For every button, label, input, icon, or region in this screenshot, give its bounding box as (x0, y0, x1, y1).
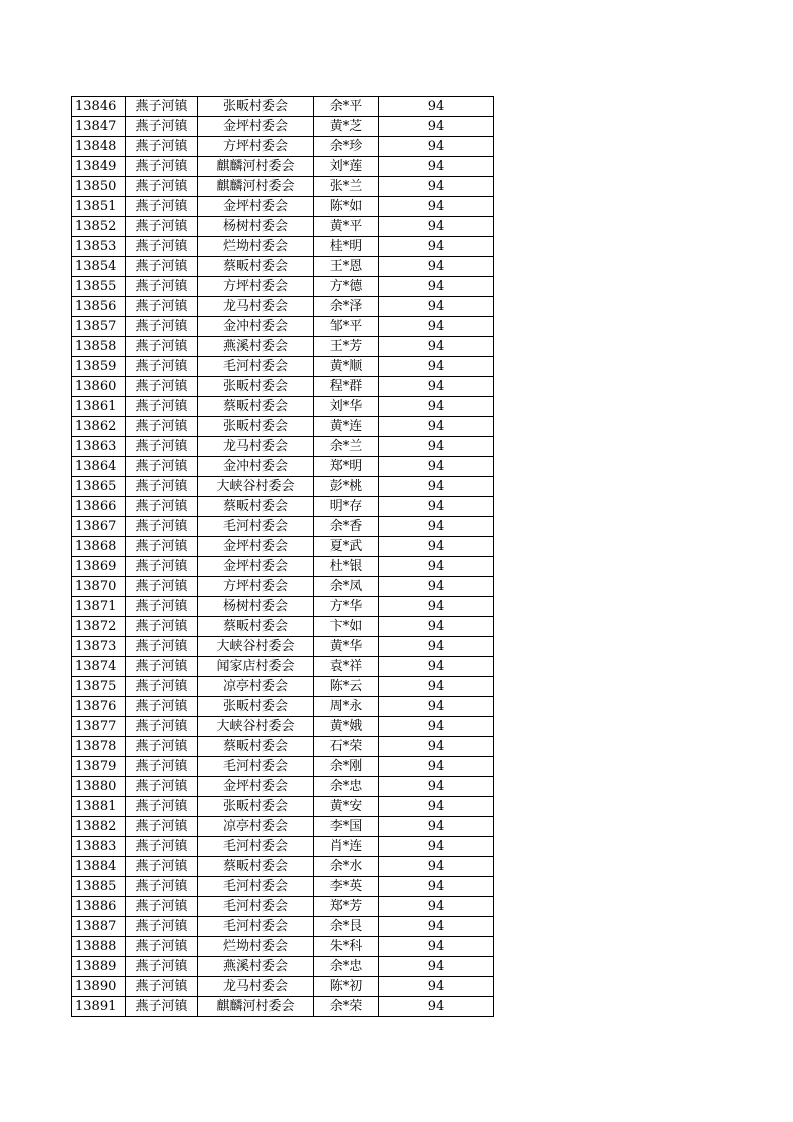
cell-town: 燕子河镇 (126, 177, 198, 197)
cell-person-name: 李*英 (314, 877, 379, 897)
cell-score: 94 (379, 617, 494, 637)
table-row (72, 157, 494, 177)
cell-record-number: 13861 (72, 397, 126, 417)
table-row (72, 417, 494, 437)
cell-town: 燕子河镇 (126, 697, 198, 717)
cell-record-number: 13869 (72, 557, 126, 577)
cell-record-number: 13862 (72, 417, 126, 437)
cell-record-number: 13883 (72, 837, 126, 857)
cell-town: 燕子河镇 (126, 977, 198, 997)
cell-record-number: 13881 (72, 797, 126, 817)
cell-person-name: 王*芳 (314, 337, 379, 357)
cell-town: 燕子河镇 (126, 517, 198, 537)
cell-town: 燕子河镇 (126, 537, 198, 557)
cell-town: 燕子河镇 (126, 237, 198, 257)
cell-person-name: 余*泽 (314, 297, 379, 317)
cell-person-name: 明*存 (314, 497, 379, 517)
cell-record-number: 13870 (72, 577, 126, 597)
cell-record-number: 13846 (72, 97, 126, 117)
cell-score: 94 (379, 397, 494, 417)
cell-person-name: 余*荣 (314, 997, 379, 1017)
cell-score: 94 (379, 237, 494, 257)
cell-town: 燕子河镇 (126, 917, 198, 937)
cell-record-number: 13877 (72, 717, 126, 737)
table-row (72, 717, 494, 737)
cell-village-committee: 金冲村委会 (198, 317, 314, 337)
cell-record-number: 13875 (72, 677, 126, 697)
cell-village-committee: 金坪村委会 (198, 537, 314, 557)
cell-town: 燕子河镇 (126, 657, 198, 677)
cell-village-committee: 毛河村委会 (198, 517, 314, 537)
table-row (72, 357, 494, 377)
cell-person-name: 黄*连 (314, 417, 379, 437)
cell-score: 94 (379, 997, 494, 1017)
table-row (72, 577, 494, 597)
cell-village-committee: 毛河村委会 (198, 357, 314, 377)
cell-village-committee: 金坪村委会 (198, 557, 314, 577)
cell-person-name: 黄*安 (314, 797, 379, 817)
cell-record-number: 13888 (72, 937, 126, 957)
cell-person-name: 余*平 (314, 97, 379, 117)
cell-person-name: 程*群 (314, 377, 379, 397)
cell-person-name: 彭*桃 (314, 477, 379, 497)
cell-village-committee: 金坪村委会 (198, 777, 314, 797)
cell-village-committee: 金冲村委会 (198, 457, 314, 477)
cell-record-number: 13867 (72, 517, 126, 537)
cell-score: 94 (379, 857, 494, 877)
cell-record-number: 13849 (72, 157, 126, 177)
cell-record-number: 13876 (72, 697, 126, 717)
cell-town: 燕子河镇 (126, 137, 198, 157)
cell-village-committee: 大峡谷村委会 (198, 477, 314, 497)
cell-record-number: 13871 (72, 597, 126, 617)
cell-town: 燕子河镇 (126, 757, 198, 777)
table-row (72, 277, 494, 297)
table-row (72, 597, 494, 617)
cell-town: 燕子河镇 (126, 677, 198, 697)
cell-village-committee: 方坪村委会 (198, 137, 314, 157)
cell-score: 94 (379, 717, 494, 737)
cell-town: 燕子河镇 (126, 817, 198, 837)
cell-record-number: 13859 (72, 357, 126, 377)
cell-record-number: 13890 (72, 977, 126, 997)
cell-score: 94 (379, 137, 494, 157)
table-row (72, 757, 494, 777)
cell-village-committee: 蔡畈村委会 (198, 617, 314, 637)
cell-record-number: 13860 (72, 377, 126, 397)
cell-record-number: 13872 (72, 617, 126, 637)
cell-village-committee: 张畈村委会 (198, 417, 314, 437)
cell-score: 94 (379, 737, 494, 757)
table-row (72, 257, 494, 277)
cell-score: 94 (379, 537, 494, 557)
cell-village-committee: 张畈村委会 (198, 377, 314, 397)
cell-score: 94 (379, 417, 494, 437)
cell-score: 94 (379, 177, 494, 197)
cell-village-committee: 蔡畈村委会 (198, 857, 314, 877)
table-row (72, 817, 494, 837)
cell-town: 燕子河镇 (126, 377, 198, 397)
cell-town: 燕子河镇 (126, 617, 198, 637)
table-row (72, 217, 494, 237)
table-row (72, 237, 494, 257)
cell-town: 燕子河镇 (126, 557, 198, 577)
table-row (72, 137, 494, 157)
cell-person-name: 郑*芳 (314, 897, 379, 917)
cell-village-committee: 烂坳村委会 (198, 237, 314, 257)
cell-village-committee: 龙马村委会 (198, 977, 314, 997)
cell-person-name: 余*珍 (314, 137, 379, 157)
table-row (72, 477, 494, 497)
table-row (72, 517, 494, 537)
cell-town: 燕子河镇 (126, 297, 198, 317)
table-row (72, 537, 494, 557)
cell-score: 94 (379, 337, 494, 357)
cell-village-committee: 大峡谷村委会 (198, 637, 314, 657)
cell-score: 94 (379, 517, 494, 537)
cell-village-committee: 麒麟河村委会 (198, 157, 314, 177)
cell-person-name: 郑*明 (314, 457, 379, 477)
cell-score: 94 (379, 817, 494, 837)
cell-village-committee: 蔡畈村委会 (198, 397, 314, 417)
cell-score: 94 (379, 277, 494, 297)
cell-village-committee: 凉亭村委会 (198, 677, 314, 697)
cell-village-committee: 杨树村委会 (198, 217, 314, 237)
cell-town: 燕子河镇 (126, 957, 198, 977)
cell-person-name: 余*凤 (314, 577, 379, 597)
cell-town: 燕子河镇 (126, 777, 198, 797)
cell-record-number: 13885 (72, 877, 126, 897)
cell-person-name: 周*永 (314, 697, 379, 717)
table-row (72, 837, 494, 857)
cell-score: 94 (379, 917, 494, 937)
cell-record-number: 13887 (72, 917, 126, 937)
cell-person-name: 黄*娥 (314, 717, 379, 737)
cell-person-name: 陈*初 (314, 977, 379, 997)
cell-town: 燕子河镇 (126, 277, 198, 297)
cell-record-number: 13854 (72, 257, 126, 277)
cell-village-committee: 杨树村委会 (198, 597, 314, 617)
cell-score: 94 (379, 597, 494, 617)
cell-town: 燕子河镇 (126, 317, 198, 337)
cell-village-committee: 烂坳村委会 (198, 937, 314, 957)
cell-score: 94 (379, 357, 494, 377)
cell-person-name: 黄*华 (314, 637, 379, 657)
cell-score: 94 (379, 197, 494, 217)
cell-town: 燕子河镇 (126, 397, 198, 417)
cell-town: 燕子河镇 (126, 457, 198, 477)
cell-village-committee: 张畈村委会 (198, 97, 314, 117)
cell-village-committee: 蔡畈村委会 (198, 737, 314, 757)
cell-village-committee: 燕溪村委会 (198, 957, 314, 977)
cell-record-number: 13891 (72, 997, 126, 1017)
cell-village-committee: 张畈村委会 (198, 697, 314, 717)
cell-score: 94 (379, 697, 494, 717)
cell-score: 94 (379, 657, 494, 677)
cell-village-committee: 大峡谷村委会 (198, 717, 314, 737)
cell-village-committee: 燕溪村委会 (198, 337, 314, 357)
cell-town: 燕子河镇 (126, 437, 198, 457)
table-row (72, 617, 494, 637)
cell-village-committee: 毛河村委会 (198, 837, 314, 857)
cell-town: 燕子河镇 (126, 117, 198, 137)
cell-score: 94 (379, 577, 494, 597)
cell-person-name: 朱*科 (314, 937, 379, 957)
cell-record-number: 13878 (72, 737, 126, 757)
cell-town: 燕子河镇 (126, 877, 198, 897)
cell-person-name: 黄*芝 (314, 117, 379, 137)
cell-score: 94 (379, 97, 494, 117)
cell-record-number: 13863 (72, 437, 126, 457)
cell-score: 94 (379, 877, 494, 897)
cell-person-name: 方*华 (314, 597, 379, 617)
cell-score: 94 (379, 117, 494, 137)
cell-person-name: 余*忠 (314, 957, 379, 977)
table-row (72, 197, 494, 217)
cell-person-name: 肖*连 (314, 837, 379, 857)
cell-village-committee: 毛河村委会 (198, 897, 314, 917)
cell-village-committee: 龙马村委会 (198, 437, 314, 457)
cell-town: 燕子河镇 (126, 477, 198, 497)
table-row (72, 697, 494, 717)
cell-record-number: 13850 (72, 177, 126, 197)
cell-record-number: 13884 (72, 857, 126, 877)
cell-town: 燕子河镇 (126, 197, 198, 217)
cell-score: 94 (379, 557, 494, 577)
cell-score: 94 (379, 957, 494, 977)
table-body (72, 97, 494, 1017)
cell-person-name: 余*忠 (314, 777, 379, 797)
table-row (72, 897, 494, 917)
cell-town: 燕子河镇 (126, 717, 198, 737)
cell-town: 燕子河镇 (126, 97, 198, 117)
cell-person-name: 余*香 (314, 517, 379, 537)
cell-record-number: 13852 (72, 217, 126, 237)
cell-town: 燕子河镇 (126, 417, 198, 437)
cell-score: 94 (379, 297, 494, 317)
table-row (72, 557, 494, 577)
table-row (72, 297, 494, 317)
cell-score: 94 (379, 257, 494, 277)
cell-town: 燕子河镇 (126, 837, 198, 857)
cell-record-number: 13866 (72, 497, 126, 517)
table-row (72, 957, 494, 977)
cell-record-number: 13880 (72, 777, 126, 797)
table-row (72, 677, 494, 697)
cell-score: 94 (379, 837, 494, 857)
cell-village-committee: 金坪村委会 (198, 197, 314, 217)
cell-person-name: 余*艮 (314, 917, 379, 937)
cell-score: 94 (379, 937, 494, 957)
cell-person-name: 卞*如 (314, 617, 379, 637)
cell-town: 燕子河镇 (126, 637, 198, 657)
cell-person-name: 邹*平 (314, 317, 379, 337)
cell-person-name: 方*德 (314, 277, 379, 297)
cell-record-number: 13847 (72, 117, 126, 137)
cell-village-committee: 龙马村委会 (198, 297, 314, 317)
table-row (72, 997, 494, 1017)
cell-village-committee: 金坪村委会 (198, 117, 314, 137)
cell-score: 94 (379, 757, 494, 777)
cell-record-number: 13879 (72, 757, 126, 777)
cell-town: 燕子河镇 (126, 157, 198, 177)
cell-record-number: 13868 (72, 537, 126, 557)
cell-record-number: 13855 (72, 277, 126, 297)
cell-person-name: 黄*平 (314, 217, 379, 237)
table-row (72, 937, 494, 957)
cell-score: 94 (379, 777, 494, 797)
cell-person-name: 余*刚 (314, 757, 379, 777)
table-row (72, 977, 494, 997)
cell-record-number: 13889 (72, 957, 126, 977)
cell-score: 94 (379, 377, 494, 397)
cell-score: 94 (379, 217, 494, 237)
cell-town: 燕子河镇 (126, 897, 198, 917)
cell-person-name: 石*荣 (314, 737, 379, 757)
cell-person-name: 李*国 (314, 817, 379, 837)
cell-town: 燕子河镇 (126, 357, 198, 377)
table-row (72, 177, 494, 197)
cell-town: 燕子河镇 (126, 217, 198, 237)
cell-record-number: 13882 (72, 817, 126, 837)
cell-record-number: 13856 (72, 297, 126, 317)
cell-person-name: 黄*顺 (314, 357, 379, 377)
cell-village-committee: 毛河村委会 (198, 917, 314, 937)
cell-village-committee: 毛河村委会 (198, 757, 314, 777)
cell-record-number: 13853 (72, 237, 126, 257)
table-row (72, 437, 494, 457)
cell-record-number: 13851 (72, 197, 126, 217)
cell-score: 94 (379, 317, 494, 337)
cell-score: 94 (379, 897, 494, 917)
cell-score: 94 (379, 437, 494, 457)
cell-person-name: 桂*明 (314, 237, 379, 257)
cell-record-number: 13857 (72, 317, 126, 337)
cell-town: 燕子河镇 (126, 737, 198, 757)
cell-person-name: 夏*武 (314, 537, 379, 557)
cell-score: 94 (379, 677, 494, 697)
table-row (72, 457, 494, 477)
cell-village-committee: 方坪村委会 (198, 277, 314, 297)
cell-record-number: 13864 (72, 457, 126, 477)
cell-score: 94 (379, 157, 494, 177)
table-row (72, 497, 494, 517)
cell-village-committee: 张畈村委会 (198, 797, 314, 817)
cell-score: 94 (379, 497, 494, 517)
table-row (72, 657, 494, 677)
table-row (72, 337, 494, 357)
cell-village-committee: 闻家店村委会 (198, 657, 314, 677)
cell-record-number: 13886 (72, 897, 126, 917)
cell-score: 94 (379, 637, 494, 657)
cell-record-number: 13865 (72, 477, 126, 497)
cell-village-committee: 麒麟河村委会 (198, 177, 314, 197)
cell-village-committee: 蔡畈村委会 (198, 497, 314, 517)
table-row (72, 97, 494, 117)
cell-village-committee: 方坪村委会 (198, 577, 314, 597)
table-row (72, 377, 494, 397)
cell-person-name: 袁*祥 (314, 657, 379, 677)
cell-village-committee: 毛河村委会 (198, 877, 314, 897)
table-row (72, 797, 494, 817)
cell-person-name: 陈*云 (314, 677, 379, 697)
table-row (72, 317, 494, 337)
cell-person-name: 王*恩 (314, 257, 379, 277)
cell-record-number: 13874 (72, 657, 126, 677)
cell-person-name: 刘*莲 (314, 157, 379, 177)
cell-record-number: 13873 (72, 637, 126, 657)
cell-town: 燕子河镇 (126, 997, 198, 1017)
cell-score: 94 (379, 977, 494, 997)
cell-person-name: 杜*银 (314, 557, 379, 577)
cell-town: 燕子河镇 (126, 337, 198, 357)
cell-score: 94 (379, 477, 494, 497)
table-row (72, 857, 494, 877)
cell-person-name: 陈*如 (314, 197, 379, 217)
cell-town: 燕子河镇 (126, 857, 198, 877)
cell-person-name: 刘*华 (314, 397, 379, 417)
cell-person-name: 余*水 (314, 857, 379, 877)
cell-village-committee: 麒麟河村委会 (198, 997, 314, 1017)
table-row (72, 877, 494, 897)
cell-town: 燕子河镇 (126, 497, 198, 517)
cell-score: 94 (379, 457, 494, 477)
table-row (72, 397, 494, 417)
cell-town: 燕子河镇 (126, 257, 198, 277)
table-row (72, 637, 494, 657)
table-row (72, 917, 494, 937)
table-row (72, 117, 494, 137)
cell-record-number: 13858 (72, 337, 126, 357)
cell-town: 燕子河镇 (126, 797, 198, 817)
cell-person-name: 余*兰 (314, 437, 379, 457)
cell-score: 94 (379, 797, 494, 817)
table-row (72, 777, 494, 797)
cell-town: 燕子河镇 (126, 597, 198, 617)
cell-record-number: 13848 (72, 137, 126, 157)
data-table (71, 96, 494, 1017)
cell-town: 燕子河镇 (126, 937, 198, 957)
cell-person-name: 张*兰 (314, 177, 379, 197)
table-row (72, 737, 494, 757)
cell-village-committee: 凉亭村委会 (198, 817, 314, 837)
cell-village-committee: 蔡畈村委会 (198, 257, 314, 277)
cell-town: 燕子河镇 (126, 577, 198, 597)
